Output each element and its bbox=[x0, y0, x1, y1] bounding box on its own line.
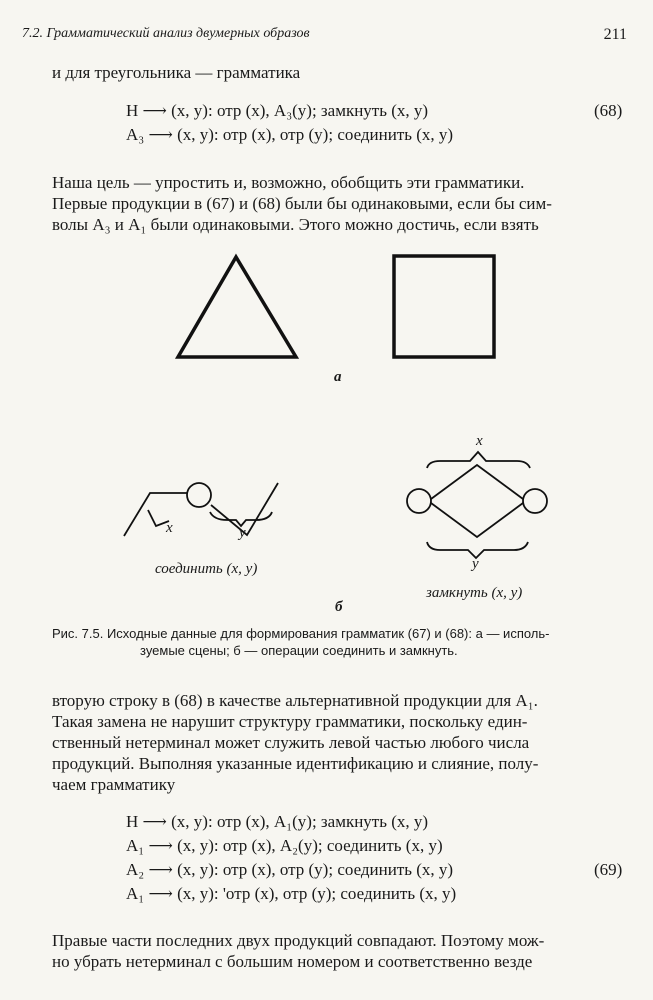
paragraph-3 bbox=[52, 930, 627, 972]
close-segment-bottom bbox=[431, 503, 523, 537]
figure-label-b: б bbox=[335, 599, 343, 615]
brace-y bbox=[210, 512, 272, 526]
para3-line: но убрать нетерминал с большим номером и соответственно везде bbox=[52, 952, 533, 971]
join-node bbox=[187, 483, 211, 507]
para1-line: Первые продукции в (67) и (68) были бы одинаковыми, если бы сим- bbox=[52, 194, 552, 213]
close-var-y: y bbox=[472, 556, 479, 572]
eq68-line2: A₃ ⟶ (x, y): отр (x), отр (y); соединить (x, y) bbox=[126, 125, 454, 144]
eq69-number: (69) bbox=[594, 860, 623, 879]
close-diagram bbox=[407, 452, 547, 558]
para1-line: волы A₃ и A₁ были одинаковыми. Этого можно достичь, если взять bbox=[52, 215, 539, 234]
close-node-right bbox=[523, 489, 547, 513]
eq68-line1: H ⟶ (x, y): отр (x), A₃(y); замкнуть (x, y) bbox=[126, 101, 429, 120]
close-label: замкнуть (x, y) bbox=[426, 585, 523, 601]
figure-label-a: а bbox=[334, 369, 342, 385]
para2-line: ственный нетерминал может служить левой частью любого числа bbox=[52, 733, 530, 752]
intro-line: и для треугольника — грамматика bbox=[52, 63, 301, 82]
header-title: 7.2. Грамматический анализ двумерных образов bbox=[22, 26, 310, 41]
eq69-line1: H ⟶ (x, y): отр (x), A₁(y); замкнуть (x, y) bbox=[126, 812, 429, 831]
join-diagram bbox=[124, 483, 278, 536]
caption-line-2: зуемые сцены; б — операции соединить и замкнуть. bbox=[140, 643, 458, 658]
para2-line: Такая замена не нарушит структуру грамматики, поскольку един- bbox=[52, 712, 528, 731]
square-shape bbox=[394, 256, 494, 357]
para2-line: вторую строку в (68) в качестве альтернативной продукции для A₁. bbox=[52, 691, 538, 710]
close-segment-top bbox=[431, 465, 523, 499]
join-var-y: y bbox=[239, 525, 246, 541]
join-segment-x bbox=[124, 493, 188, 536]
close-node-left bbox=[407, 489, 431, 513]
eq68-number: (68) bbox=[594, 101, 623, 120]
eq69-line2: A₁ ⟶ (x, y): отр (x), A₂(y); соединить (x, y) bbox=[126, 836, 443, 855]
para1-line: Наша цель — упростить и, возможно, обобщить эти грамматики. bbox=[52, 173, 525, 192]
para2-line: продукций. Выполняя указанные идентификацию и слияние, полу- bbox=[52, 754, 539, 773]
eq69-line4: A₁ ⟶ (x, y): 'отр (x), отр (y); соединить (x, y) bbox=[126, 884, 457, 903]
join-label: соединить (x, y) bbox=[155, 561, 258, 577]
figure-caption bbox=[52, 625, 632, 659]
page-number: 211 bbox=[603, 26, 627, 43]
join-var-x: x bbox=[166, 520, 173, 536]
para2-line: чаем грамматику bbox=[52, 775, 176, 794]
para3-line: Правые части последних двух продукций совпадают. Поэтому мож- bbox=[52, 931, 545, 950]
triangle-shape bbox=[178, 257, 296, 357]
close-var-x: x bbox=[476, 433, 483, 449]
caption-line-1: Рис. 7.5. Исходные данные для формирования грамматик (67) и (68): а — исполь- bbox=[52, 626, 550, 641]
eq69-line3: A₂ ⟶ (x, y): отр (x), отр (y); соединить (x, y) bbox=[126, 860, 454, 879]
paragraph-2 bbox=[52, 690, 627, 795]
